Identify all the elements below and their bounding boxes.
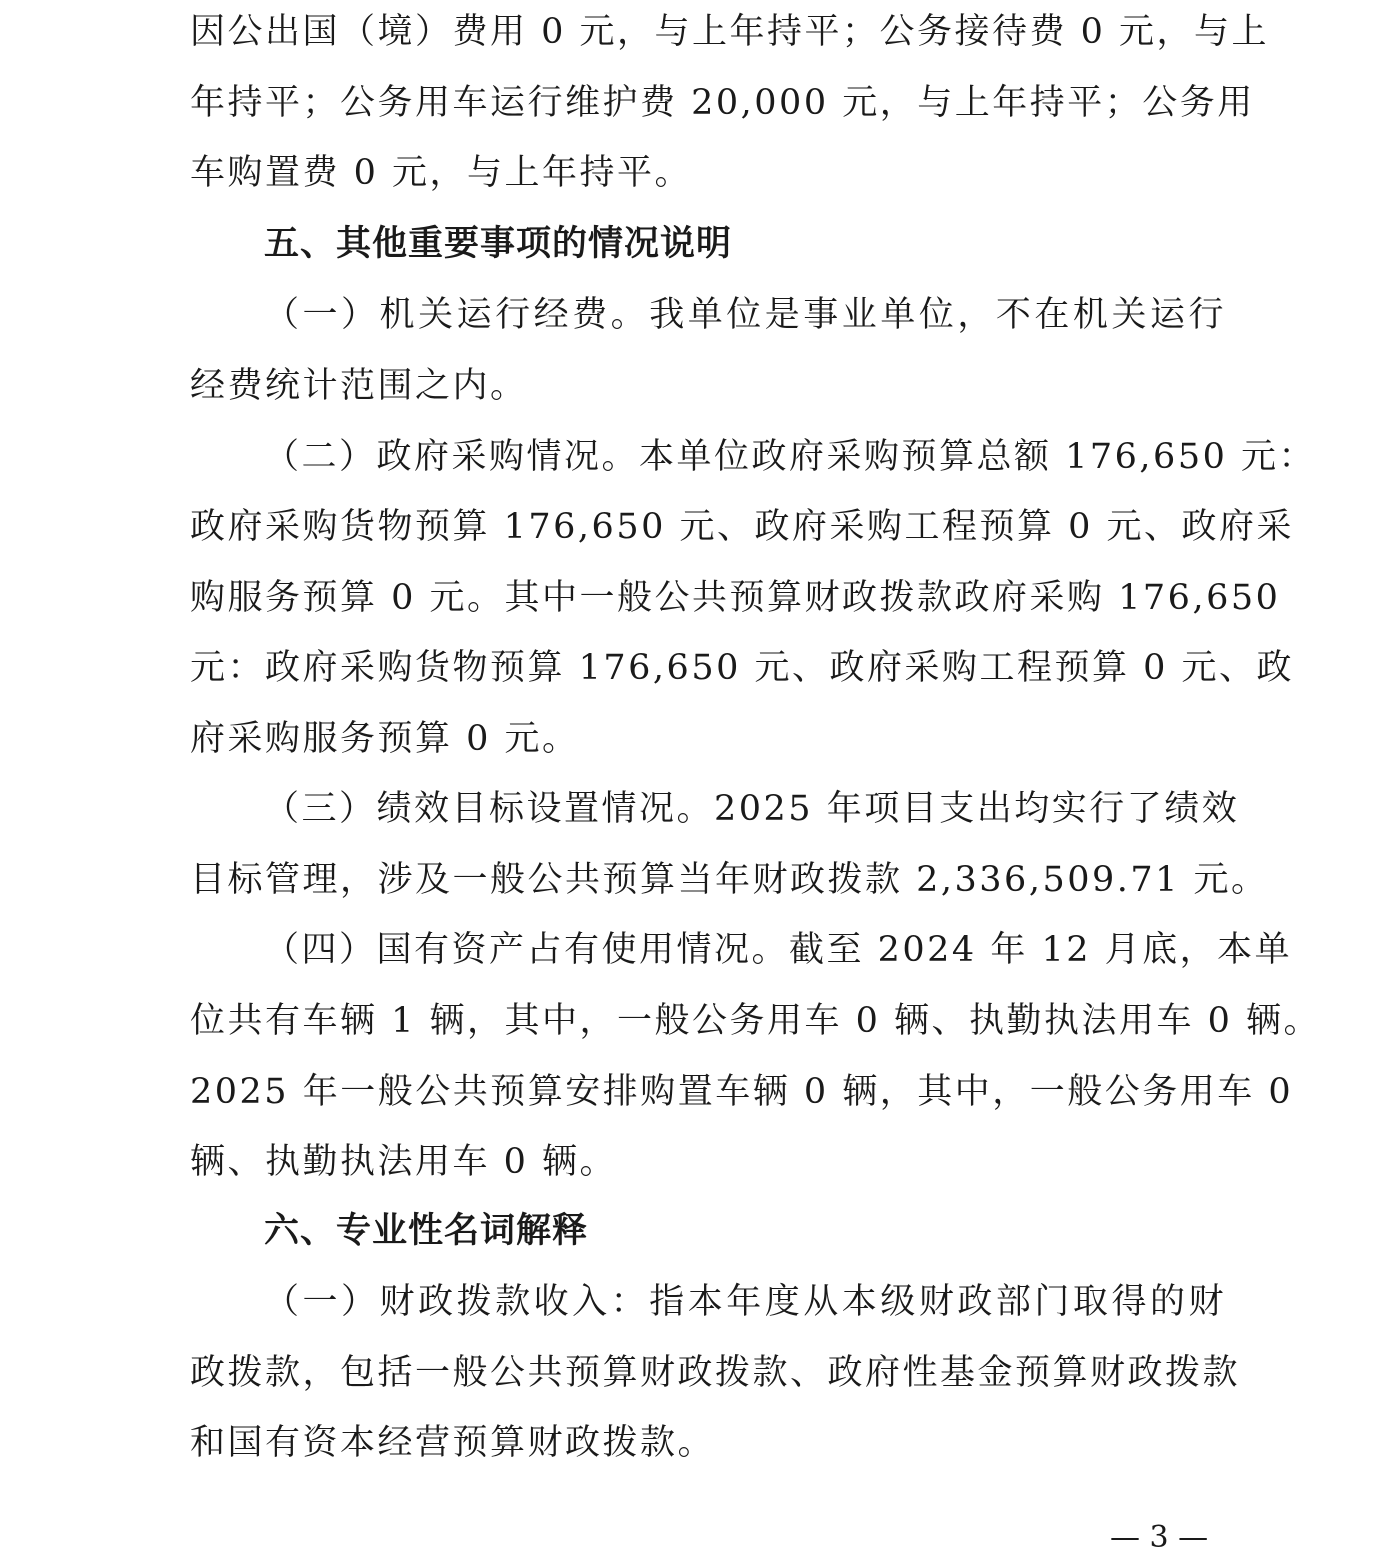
body-text-line: 经费统计范围之内。 <box>190 366 528 406</box>
body-text-line: 府采购服务预算 0 元。 <box>190 719 580 759</box>
body-text-line: 位共有车辆 1 辆，其中，一般公务用车 0 辆、执勤执法用车 0 辆。 <box>190 1001 1322 1041</box>
body-text-line: （一）财政拨款收入：指本年度从本级财政部门取得的财 <box>264 1282 1226 1322</box>
body-text-line: （三）绩效目标设置情况。2025 年项目支出均实行了绩效 <box>264 789 1240 829</box>
body-text-line: 车购置费 0 元，与上年持平。 <box>190 153 693 193</box>
page-number: — 3 — <box>1110 1520 1209 1555</box>
body-text-line: 政拨款，包括一般公共预算财政拨款、政府性基金预算财政拨款 <box>190 1353 1241 1393</box>
body-text-line: （四）国有资产占有使用情况。截至 2024 年 12 月底，本单 <box>264 930 1293 970</box>
section-heading-6: 六、专业性名词解释 <box>264 1211 589 1251</box>
body-text-line: 2025 年一般公共预算安排购置车辆 0 辆，其中，一般公务用车 0 <box>190 1072 1294 1112</box>
body-text-line: 因公出国（境）费用 0 元，与上年持平；公务接待费 0 元，与上 <box>190 12 1270 52</box>
body-text-line: （二）政府采购情况。本单位政府采购预算总额 176,650 元： <box>264 437 1316 477</box>
body-text-line: 和国有资本经营预算财政拨款。 <box>190 1423 716 1463</box>
body-text-line: 目标管理，涉及一般公共预算当年财政拨款 2,336,509.71 元。 <box>190 860 1269 900</box>
body-text-line: （一）机关运行经费。我单位是事业单位，不在机关运行 <box>264 295 1226 335</box>
body-text-line: 辆、执勤执法用车 0 辆。 <box>190 1142 618 1182</box>
body-text-line: 元：政府采购货物预算 176,650 元、政府采购工程预算 0 元、政 <box>190 648 1295 688</box>
body-text-line: 购服务预算 0 元。其中一般公共预算财政拨款政府采购 176,650 <box>190 578 1281 618</box>
body-text-line: 年持平；公务用车运行维护费 20,000 元，与上年持平；公务用 <box>190 83 1255 123</box>
body-text-line: 政府采购货物预算 176,650 元、政府采购工程预算 0 元、政府采 <box>190 507 1295 547</box>
section-heading-5: 五、其他重要事项的情况说明 <box>264 224 733 264</box>
